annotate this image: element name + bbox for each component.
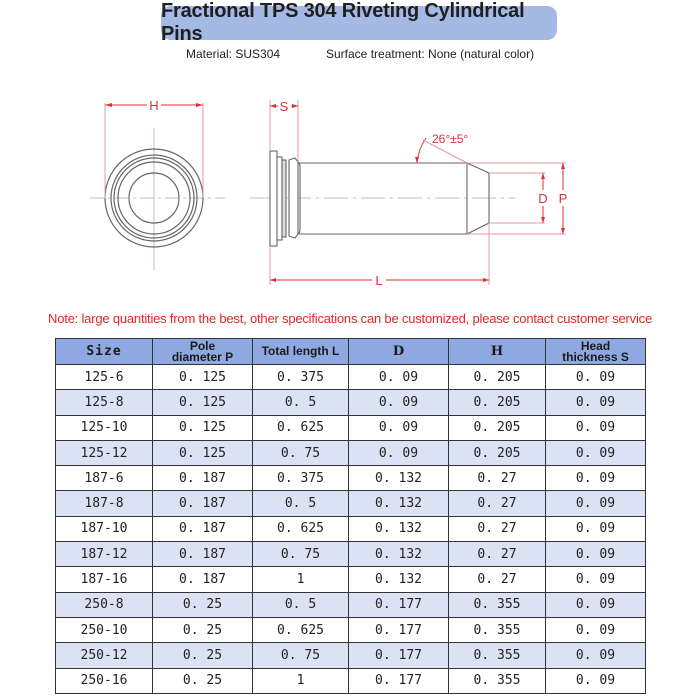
customization-note: Note: large quantities from the best, other specifications can be customized, please contact customer service (48, 311, 652, 326)
cell-size: 250-12 (56, 643, 153, 668)
cell-h: 0. 27 (449, 466, 546, 491)
col-header-total-length: Total length L (253, 339, 349, 365)
cell-size: 187-12 (56, 542, 153, 567)
cell-size: 250-8 (56, 592, 153, 617)
cell-total-length: 1 (253, 567, 349, 592)
table-row (56, 440, 646, 465)
cell-head-thickness: 0. 09 (546, 466, 646, 491)
col-header-pole-diameter (153, 339, 253, 365)
cell-head-thickness: 0. 09 (546, 567, 646, 592)
cell-d: 0. 132 (349, 466, 449, 491)
cell-head-thickness: 0. 09 (546, 617, 646, 642)
dim-label-l: L (375, 273, 383, 288)
cell-head-thickness: 0. 09 (546, 365, 646, 390)
cell-head-thickness: 0. 09 (546, 592, 646, 617)
cell-size: 187-16 (56, 567, 153, 592)
cell-pole-diameter: 0. 187 (153, 516, 253, 541)
dim-label-s: S (279, 99, 289, 114)
cell-head-thickness: 0. 09 (546, 542, 646, 567)
cell-total-length: 1 (253, 668, 349, 693)
col-header-d: D (349, 339, 449, 365)
cell-total-length: 0. 625 (253, 516, 349, 541)
surface-treatment-label: Surface treatment: None (natural color) (326, 47, 535, 61)
table-row (56, 643, 646, 668)
cell-head-thickness: 0. 09 (546, 516, 646, 541)
cell-h: 0. 355 (449, 643, 546, 668)
side-view (250, 151, 515, 246)
cell-head-thickness: 0. 09 (546, 668, 646, 693)
table-row (56, 567, 646, 592)
cell-pole-diameter: 0. 187 (153, 466, 253, 491)
dim-label-p: P (558, 191, 568, 206)
col-header-pole-diameter-line1: Pole (189, 338, 216, 353)
cell-head-thickness: 0. 09 (546, 390, 646, 415)
table-row (56, 617, 646, 642)
col-header-head-thickness-line2: thickness S (562, 349, 629, 364)
spec-table (55, 338, 646, 694)
table-row (56, 542, 646, 567)
cell-h: 0. 355 (449, 617, 546, 642)
cell-h: 0. 355 (449, 668, 546, 693)
cell-total-length: 0. 375 (253, 466, 349, 491)
table-row (56, 592, 646, 617)
cell-d: 0. 09 (349, 415, 449, 440)
cell-pole-diameter: 0. 187 (153, 542, 253, 567)
table-row (56, 365, 646, 390)
cell-head-thickness: 0. 09 (546, 491, 646, 516)
technical-drawing (0, 80, 700, 300)
cell-h: 0. 355 (449, 592, 546, 617)
col-header-pole-diameter-line2: diameter P (171, 349, 234, 364)
cell-size: 250-16 (56, 668, 153, 693)
table-body (56, 365, 646, 694)
table-row (56, 466, 646, 491)
col-header-head-thickness (546, 339, 646, 365)
cell-h: 0. 27 (449, 542, 546, 567)
cell-total-length: 0. 625 (253, 415, 349, 440)
cell-pole-diameter: 0. 25 (153, 668, 253, 693)
cell-pole-diameter: 0. 187 (153, 567, 253, 592)
cell-pole-diameter: 0. 25 (153, 592, 253, 617)
material-label: Material: SUS304 (186, 47, 281, 61)
table-row (56, 668, 646, 693)
col-header-size: Size (56, 339, 153, 365)
dim-label-angle: 26°±5° (432, 132, 469, 146)
cell-pole-diameter: 0. 125 (153, 390, 253, 415)
cell-size: 125-12 (56, 440, 153, 465)
cell-head-thickness: 0. 09 (546, 643, 646, 668)
cell-d: 0. 132 (349, 516, 449, 541)
cell-d: 0. 09 (349, 440, 449, 465)
cell-h: 0. 27 (449, 516, 546, 541)
dim-label-d: D (538, 191, 548, 206)
cell-total-length: 0. 375 (253, 365, 349, 390)
table-row (56, 491, 646, 516)
cell-h: 0. 205 (449, 440, 546, 465)
cell-pole-diameter: 0. 25 (153, 643, 253, 668)
cell-pole-diameter: 0. 125 (153, 440, 253, 465)
dim-label-h: H (149, 98, 159, 113)
cell-size: 125-10 (56, 415, 153, 440)
cell-size: 187-10 (56, 516, 153, 541)
cell-pole-diameter: 0. 125 (153, 415, 253, 440)
cell-d: 0. 177 (349, 592, 449, 617)
cell-h: 0. 205 (449, 365, 546, 390)
cell-total-length: 0. 625 (253, 617, 349, 642)
cell-d: 0. 09 (349, 365, 449, 390)
cell-d: 0. 132 (349, 491, 449, 516)
col-header-head-thickness-line1: Head (580, 338, 611, 353)
cell-h: 0. 27 (449, 491, 546, 516)
cell-total-length: 0. 5 (253, 390, 349, 415)
cell-size: 250-10 (56, 617, 153, 642)
cell-head-thickness: 0. 09 (546, 415, 646, 440)
cell-head-thickness: 0. 09 (546, 440, 646, 465)
cell-total-length: 0. 5 (253, 491, 349, 516)
cell-total-length: 0. 75 (253, 440, 349, 465)
cell-pole-diameter: 0. 125 (153, 365, 253, 390)
cell-h: 0. 205 (449, 415, 546, 440)
col-header-h: H (449, 339, 546, 365)
table-row (56, 390, 646, 415)
cell-d: 0. 177 (349, 643, 449, 668)
cell-h: 0. 205 (449, 390, 546, 415)
table-row (56, 516, 646, 541)
cell-d: 0. 132 (349, 567, 449, 592)
cell-d: 0. 09 (349, 390, 449, 415)
cell-d: 0. 177 (349, 668, 449, 693)
cell-pole-diameter: 0. 187 (153, 491, 253, 516)
cell-total-length: 0. 75 (253, 542, 349, 567)
cell-size: 125-8 (56, 390, 153, 415)
cell-d: 0. 177 (349, 617, 449, 642)
cell-size: 187-8 (56, 491, 153, 516)
end-view (90, 103, 225, 270)
cell-size: 187-6 (56, 466, 153, 491)
cell-total-length: 0. 5 (253, 592, 349, 617)
cell-size: 125-6 (56, 365, 153, 390)
table-header-row (56, 339, 646, 365)
cell-h: 0. 27 (449, 567, 546, 592)
cell-total-length: 0. 75 (253, 643, 349, 668)
page-title: Fractional TPS 304 Riveting Cylindrical Pins (161, 6, 557, 40)
cell-pole-diameter: 0. 25 (153, 617, 253, 642)
table-row (56, 415, 646, 440)
cell-d: 0. 132 (349, 542, 449, 567)
